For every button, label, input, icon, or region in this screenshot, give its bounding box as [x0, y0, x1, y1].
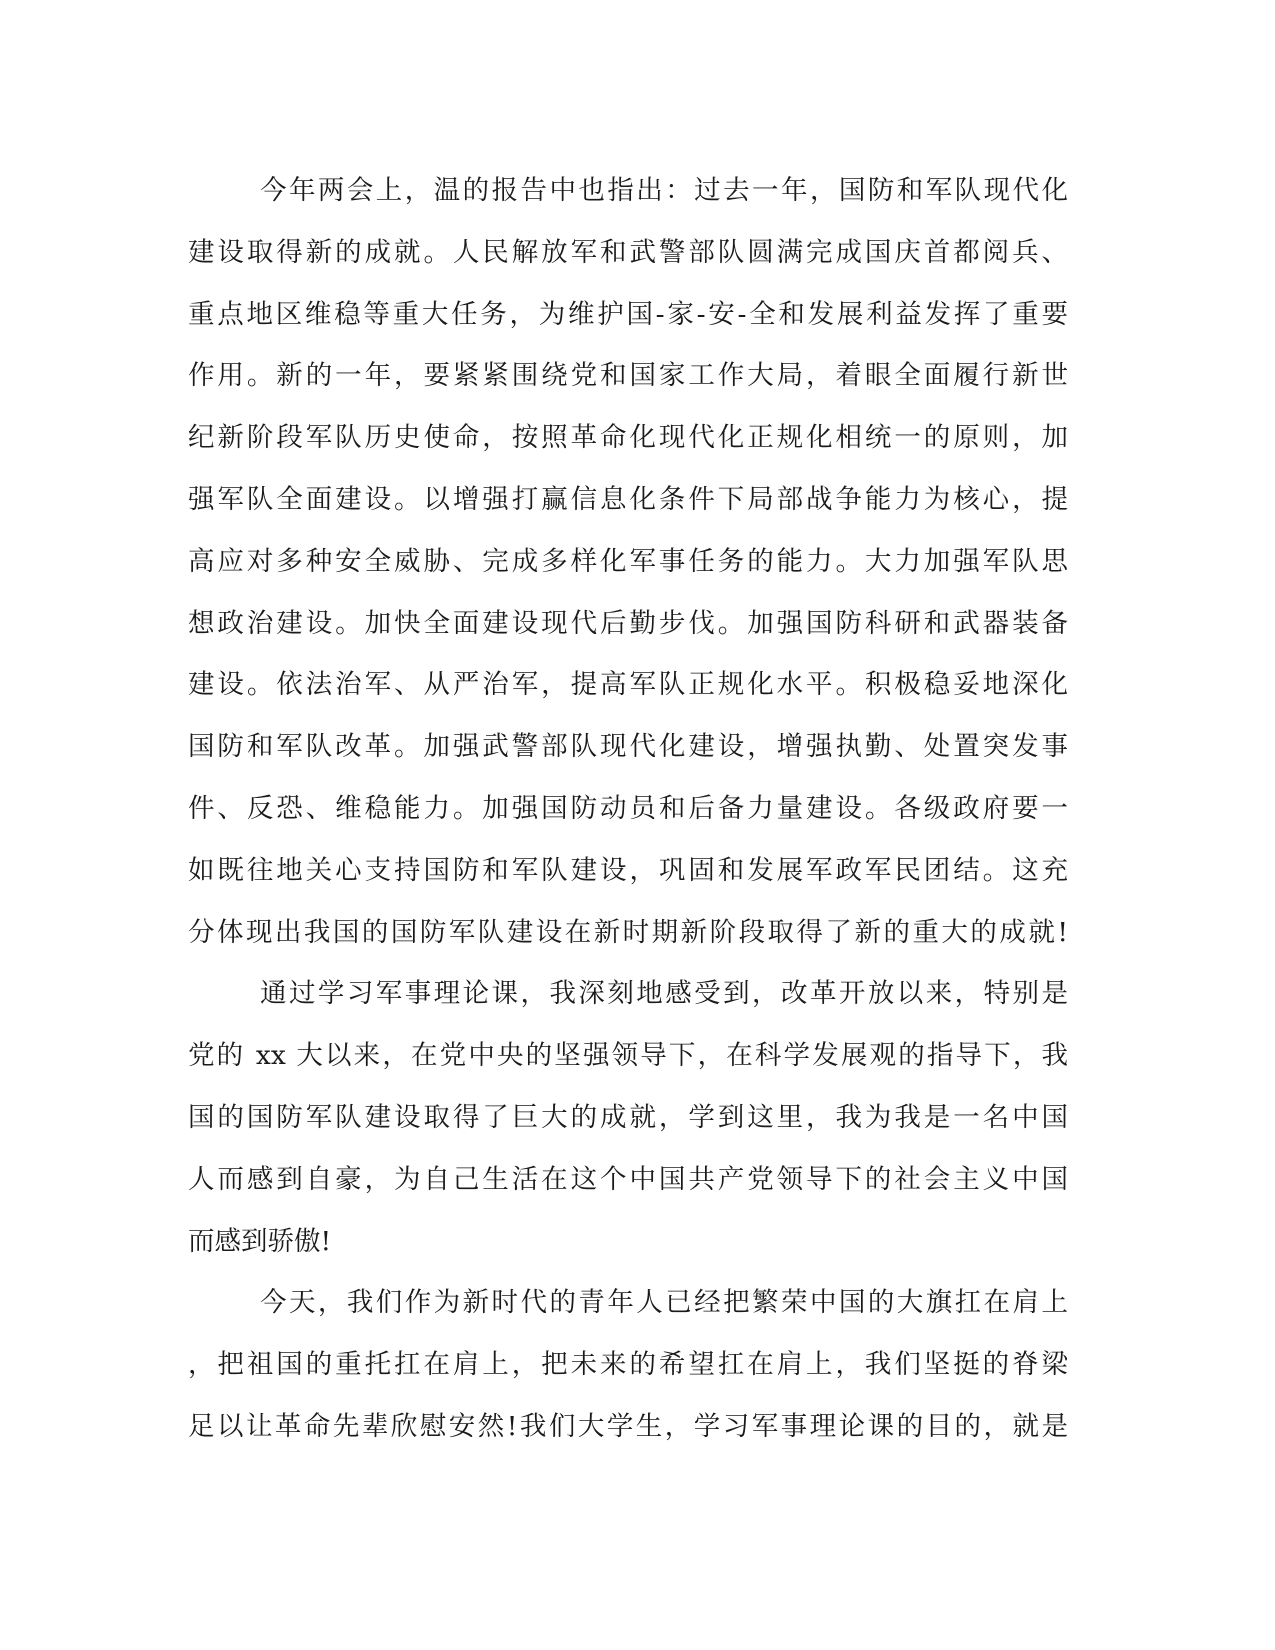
paragraph-2-line-4: 人而感到自豪，为自己生活在这个中国共产党领导下的社会主义中国	[188, 1163, 1068, 1195]
paragraph-2-line-1: 通过学习军事理论课，我深刻地感受到，改革开放以来，特别是	[260, 978, 1068, 1010]
paragraph-2-line-2: 党的 xx 大以来，在党中央的坚强领导下，在科学发展观的指导下，我	[188, 1040, 1068, 1072]
paragraph-1-line-3: 重点地区维稳等重大任务，为维护国-家-安-全和发展利益发挥了重要	[188, 298, 1068, 330]
paragraph-1-line-1: 今年两会上，温的报告中也指出：过去一年，国防和军队现代化	[260, 175, 1068, 206]
paragraph-1-line-11: 件、反恐、维稳能力。加强国防动员和后备力量建设。各级政府要一	[188, 792, 1068, 824]
paragraph-1-line-9: 建设。依法治军、从严治军，提高军队正规化水平。积极稳妥地深化	[188, 669, 1068, 701]
paragraph-1-line-4: 作用。新的一年，要紧紧围绕党和国家工作大局，着眼全面履行新世	[188, 360, 1068, 392]
paragraph-1-line-8: 想政治建设。加快全面建设现代后勤步伐。加强国防科研和武器装备	[188, 607, 1068, 639]
paragraph-1-line-10: 国防和军队改革。加强武警部队现代化建设，增强执勤、处置突发事	[188, 731, 1068, 763]
paragraph-1-line-6: 强军队全面建设。以增强打赢信息化条件下局部战争能力为核心，提	[188, 483, 1068, 515]
paragraph-3-line-3: 足以让革命先辈欣慰安然!我们大学生，学习军事理论课的目的，就是	[188, 1410, 1068, 1442]
paragraph-2-line-3: 国的国防军队建设取得了巨大的成就，学到这里，我为我是一名中国	[188, 1101, 1068, 1133]
paragraph-2-line-5: 而感到骄傲!	[188, 1225, 332, 1257]
paragraph-1-line-5: 纪新阶段军队历史使命，按照革命化现代化正规化相统一的原则，加	[188, 422, 1068, 454]
paragraph-3-line-2: ，把祖国的重托扛在肩上，把未来的希望扛在肩上，我们坚挺的脊梁	[188, 1349, 1068, 1381]
document-body	[188, 160, 1068, 1458]
paragraph-1-line-2: 建设取得新的成就。人民解放军和武警部队圆满完成国庆首都阅兵、	[188, 236, 1068, 268]
paragraph-3-line-1: 今天，我们作为新时代的青年人已经把繁荣中国的大旗扛在肩上	[260, 1287, 1068, 1319]
paragraph-1-line-13: 分体现出我国的国防军队建设在新时期新阶段取得了新的重大的成就!	[188, 916, 1068, 948]
paragraph-1-line-12: 如既往地关心支持国防和军队建设，巩固和发展军政军民团结。这充	[188, 854, 1068, 886]
paragraph-1-line-7: 高应对多种安全威胁、完成多样化军事任务的能力。大力加强军队思	[188, 545, 1068, 577]
